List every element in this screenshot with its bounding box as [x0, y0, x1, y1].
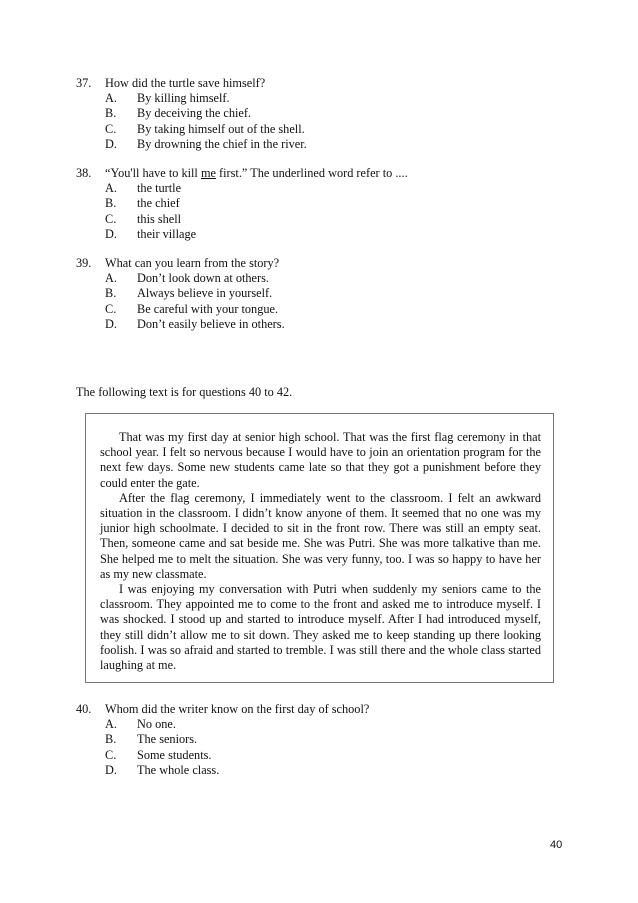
option-letter: C.: [105, 747, 117, 762]
underlined-word: me: [200, 166, 216, 180]
option-text: The seniors.: [137, 732, 198, 747]
option-text: Some students.: [137, 747, 212, 762]
option-text: the turtle: [137, 181, 182, 196]
option-letter: D.: [105, 226, 117, 241]
option-b: [76, 196, 576, 211]
option-c: [76, 212, 576, 227]
question-number: 38.: [76, 166, 92, 180]
passage-paragraph-1: That was my first day at senior high school. That was the first flag ceremony in that school year. I felt so nervous because I would have to join an orientation program for the next few days. Some new students came late so that they got a punishment before they could enter the gate.: [100, 430, 541, 490]
option-letter: D.: [105, 762, 117, 777]
option-letter: B.: [105, 196, 117, 211]
option-d: [76, 317, 576, 332]
question-number: 37.: [76, 76, 92, 90]
option-d: [76, 137, 576, 152]
question-40: [76, 702, 576, 778]
option-letter: B.: [105, 732, 117, 747]
question-number: 39.: [76, 256, 92, 270]
option-c: [76, 748, 576, 763]
option-text: Don’t easily believe in others.: [137, 316, 285, 331]
question-39: [76, 256, 576, 332]
option-text: this shell: [137, 211, 182, 226]
option-a: [76, 181, 576, 196]
option-letter: D.: [105, 316, 117, 331]
question-stem: Whom did the writer know on the first day of school?: [105, 702, 370, 716]
option-text: their village: [137, 226, 197, 241]
option-c: [76, 122, 576, 137]
reading-passage-box: [85, 413, 554, 683]
option-b: [76, 286, 576, 301]
option-letter: A.: [105, 717, 117, 732]
option-letter: C.: [105, 301, 117, 316]
option-text: Always believe in yourself.: [137, 286, 273, 301]
option-letter: C.: [105, 121, 117, 136]
question-stem: [105, 166, 408, 181]
option-letter: D.: [105, 136, 117, 151]
option-text: By drowning the chief in the river.: [137, 136, 307, 151]
stem-after: first.” The underlined word refer to ....: [215, 166, 408, 180]
option-text: Be careful with your tongue.: [137, 301, 279, 316]
option-letter: A.: [105, 91, 117, 106]
question-number: 40.: [76, 702, 92, 716]
option-letter: C.: [105, 211, 117, 226]
question-stem: How did the turtle save himself?: [105, 76, 266, 90]
option-text: Don’t look down at others.: [137, 271, 269, 286]
option-a: [76, 91, 576, 106]
option-text: By taking himself out of the shell.: [137, 121, 305, 136]
option-d: [76, 763, 576, 778]
option-letter: B.: [105, 286, 117, 301]
question-37: [76, 76, 576, 152]
passage-paragraph-2: After the flag ceremony, I immediately went to the classroom. I felt an awkward situation in the classroom. I didn’t know anyone of them. It seemed that no one was my junior high schoolmate. I decided to sit in the front row. There was still an empty seat. Then, someone came and sat beside me. She was Putri. She was more talkative than me. She helped me to melt the situation. She was very funny, too. I was so happy to have her as my new classmate.: [100, 490, 541, 581]
option-a: [76, 271, 576, 286]
question-stem: What can you learn from the story?: [105, 256, 280, 270]
option-d: [76, 227, 576, 242]
option-text: The whole class.: [137, 762, 220, 777]
passage-intro: The following text is for questions 40 to 42.: [76, 385, 293, 399]
passage-paragraph-3: I was enjoying my conversation with Putri when suddenly my seniors came to the classroom. They appointed me to come to the front and asked me to introduce myself. I was shocked. I stood up and started to introduce myself. After I had introduced myself, they still didn’t allow me to sit down. They asked me to keep standing up there looking foolish. I was so afraid and started to tremble. I was still there and the whole class started laughing at me.: [100, 582, 541, 673]
option-c: [76, 302, 576, 317]
option-b: [76, 106, 576, 121]
option-text: No one.: [137, 717, 176, 732]
option-a: [76, 717, 576, 732]
option-text: the chief: [137, 196, 180, 211]
stem-before: “You'll have to kill: [105, 166, 201, 180]
option-letter: A.: [105, 181, 117, 196]
option-letter: A.: [105, 271, 117, 286]
option-text: By killing himself.: [137, 91, 230, 106]
reading-passage: [100, 430, 541, 673]
option-text: By deceiving the chief.: [137, 106, 252, 121]
page-number: 40: [550, 839, 563, 851]
option-b: [76, 732, 576, 747]
question-38: [76, 166, 576, 242]
option-letter: B.: [105, 106, 117, 121]
